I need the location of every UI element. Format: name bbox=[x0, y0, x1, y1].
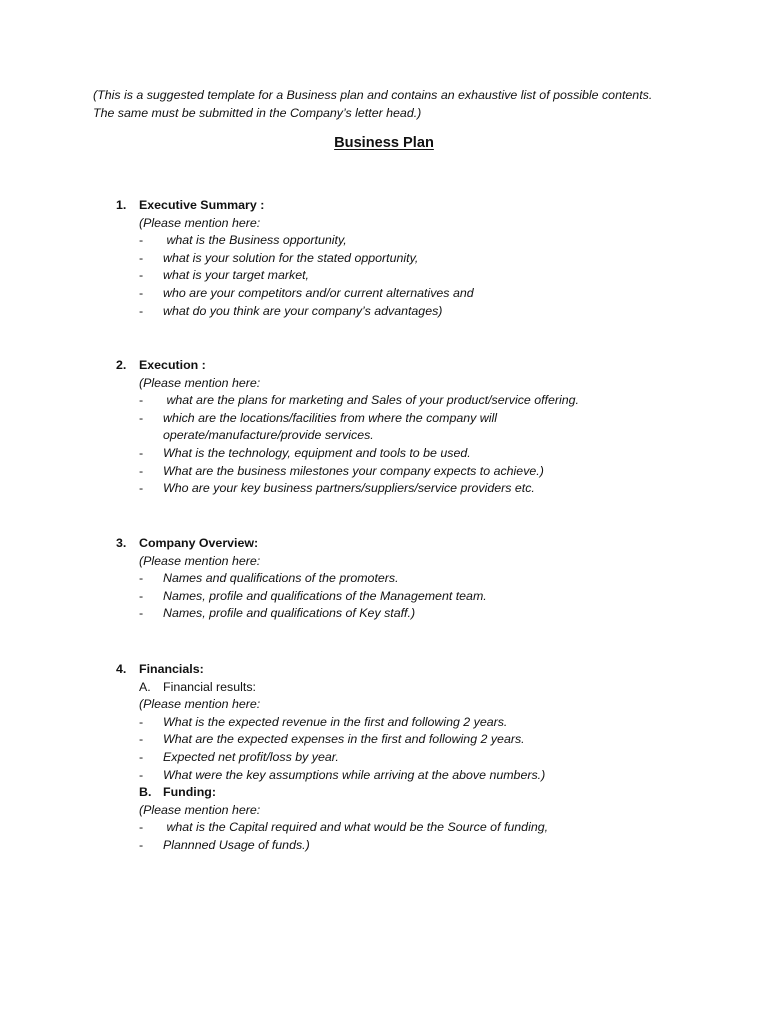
list-item bbox=[116, 605, 716, 623]
list-item-text: Names and qualifications of the promoters. bbox=[163, 571, 399, 586]
bullet-dash: - bbox=[139, 285, 144, 300]
section-number: 1. bbox=[116, 198, 127, 212]
bullet-dash: - bbox=[139, 233, 144, 248]
list-item-text: What is the expected revenue in the first and following 2 years. bbox=[163, 714, 508, 729]
list-item bbox=[116, 714, 716, 732]
list-item bbox=[116, 570, 716, 588]
list-item-text: Expected net profit/loss by year. bbox=[163, 749, 339, 764]
section-title: Executive Summary : bbox=[139, 198, 265, 212]
bullet-dash: - bbox=[139, 445, 144, 460]
list-item-text: Plannned Usage of funds.) bbox=[163, 837, 310, 852]
list-item bbox=[116, 445, 716, 463]
list-item bbox=[116, 819, 716, 837]
list-item bbox=[116, 267, 716, 285]
bullet-dash: - bbox=[139, 837, 144, 852]
bullet-dash: - bbox=[139, 749, 144, 764]
template-note-line-1: (This is a suggested template for a Business plan and contains an exhaustive list of possible contents. bbox=[93, 88, 653, 102]
list-item-text: what do you think are your company’s advantages) bbox=[163, 303, 443, 318]
template-note bbox=[93, 87, 713, 122]
bullet-dash: - bbox=[139, 410, 144, 425]
bullet-dash: - bbox=[139, 481, 144, 496]
section-execution bbox=[116, 357, 716, 498]
bullet-dash: - bbox=[139, 732, 144, 747]
list-item bbox=[116, 250, 716, 268]
bullet-dash: - bbox=[139, 268, 144, 283]
list-item bbox=[116, 463, 716, 481]
list-item bbox=[116, 767, 716, 785]
list-item bbox=[116, 410, 716, 428]
page-title-text: Business Plan bbox=[334, 135, 434, 151]
section-number: 2. bbox=[116, 358, 127, 372]
list-item-text: what is your target market, bbox=[163, 268, 309, 283]
list-item-text: What were the key assumptions while arriving at the above numbers.) bbox=[163, 767, 546, 782]
list-item-text: who are your competitors and/or current alternatives and bbox=[163, 285, 474, 300]
section-prompt: (Please mention here: bbox=[139, 215, 261, 230]
list-item-text: what are the plans for marketing and Sales of your product/service offering. bbox=[163, 393, 579, 408]
subsection-letter: A. bbox=[139, 679, 151, 694]
section-title: Execution : bbox=[139, 358, 206, 372]
list-item-text: what is the Capital required and what would be the Source of funding, bbox=[163, 820, 549, 835]
list-item bbox=[116, 285, 716, 303]
list-item-continuation bbox=[116, 427, 716, 445]
section-prompt: (Please mention here: bbox=[139, 553, 261, 568]
list-item-text: which are the locations/facilities from where the company will bbox=[163, 410, 498, 425]
section-prompt: (Please mention here: bbox=[139, 802, 261, 817]
list-item bbox=[116, 232, 716, 250]
subsection-letter: B. bbox=[139, 785, 152, 800]
list-item-text: operate/manufacture/provide services. bbox=[163, 428, 374, 443]
bullet-dash: - bbox=[139, 588, 144, 603]
list-item-text: What is the technology, equipment and tools to be used. bbox=[163, 445, 471, 460]
list-item bbox=[116, 731, 716, 749]
section-financials bbox=[116, 661, 716, 855]
bullet-dash: - bbox=[139, 714, 144, 729]
page-title bbox=[0, 133, 768, 153]
list-item bbox=[116, 303, 716, 321]
bullet-dash: - bbox=[139, 463, 144, 478]
bullet-dash: - bbox=[139, 303, 144, 318]
list-item bbox=[116, 749, 716, 767]
bullet-dash: - bbox=[139, 767, 144, 782]
list-item bbox=[116, 588, 716, 606]
section-company-overview bbox=[116, 535, 716, 623]
bullet-dash: - bbox=[139, 250, 144, 265]
list-item bbox=[116, 480, 716, 498]
section-title: Financials: bbox=[139, 662, 204, 676]
bullet-dash: - bbox=[139, 606, 144, 621]
bullet-dash: - bbox=[139, 820, 144, 835]
section-heading bbox=[116, 357, 716, 375]
subsection-funding bbox=[116, 784, 716, 802]
section-prompt: (Please mention here: bbox=[139, 375, 261, 390]
section-executive-summary bbox=[116, 197, 716, 320]
list-item bbox=[116, 392, 716, 410]
subsection-financial-results bbox=[116, 679, 716, 697]
list-item bbox=[116, 837, 716, 855]
list-item-text: what is your solution for the stated opportunity, bbox=[163, 250, 419, 265]
section-heading bbox=[116, 661, 716, 679]
list-item-text: what is the Business opportunity, bbox=[163, 233, 347, 248]
bullet-dash: - bbox=[139, 393, 144, 408]
list-item-text: Who are your key business partners/suppliers/service providers etc. bbox=[163, 481, 535, 496]
section-title: Company Overview: bbox=[139, 536, 259, 550]
section-prompt: (Please mention here: bbox=[139, 697, 261, 712]
list-item-text: What are the expected expenses in the first and following 2 years. bbox=[163, 732, 525, 747]
subsection-title: Funding: bbox=[163, 785, 216, 800]
bullet-dash: - bbox=[139, 571, 144, 586]
section-heading bbox=[116, 535, 716, 553]
section-number: 3. bbox=[116, 536, 127, 550]
section-heading bbox=[116, 197, 716, 215]
list-item-text: What are the business milestones your company expects to achieve.) bbox=[163, 463, 544, 478]
list-item-text: Names, profile and qualifications of Key staff.) bbox=[163, 606, 416, 621]
subsection-title: Financial results: bbox=[163, 679, 256, 694]
template-note-line-2: The same must be submitted in the Company’s letter head.) bbox=[93, 105, 422, 120]
section-number: 4. bbox=[116, 662, 127, 676]
list-item-text: Names, profile and qualifications of the Management team. bbox=[163, 588, 487, 603]
